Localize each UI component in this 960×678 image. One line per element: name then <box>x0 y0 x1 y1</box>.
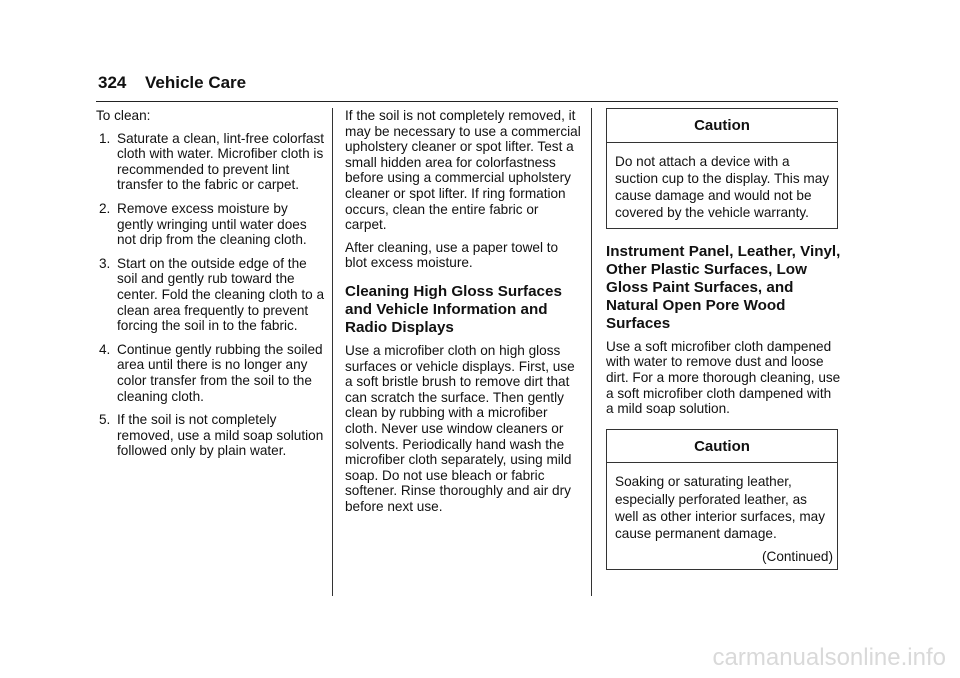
step-number: 3. <box>99 255 111 271</box>
list-item <box>96 412 326 459</box>
step-text: Start on the outside edge of the soil and gently rub toward the center. Fold the cleaning cloth to a clean area frequently to prevent forcing the soil in to the fabric. <box>117 255 325 334</box>
list-item <box>96 342 326 404</box>
paragraph: If the soil is not completely removed, it may be necessary to use a commercial upholstery cleaner or spot lifter. Test a small hidden area for colorfastness before using a commercial upholstery cleaner or spot lifter. If ring formation occurs, clean the entire fabric or carpet. <box>345 108 581 233</box>
paragraph: After cleaning, use a paper towel to blot excess moisture. <box>345 239 559 271</box>
page-title: Vehicle Care <box>145 73 247 92</box>
caution-box <box>606 429 838 570</box>
caution-box <box>606 108 838 229</box>
section-heading: Instrument Panel, Leather, Vinyl, Other Plastic Surfaces, Low Gloss Paint Surfaces, and Natural Open Pore Wood Surfaces <box>606 242 841 332</box>
column-2 <box>345 108 581 521</box>
page-number: 324 <box>98 73 127 92</box>
step-number: 5. <box>99 412 111 428</box>
caution-title: Caution <box>607 430 837 464</box>
step-text: Saturate a clean, lint-free colorfast cloth with water. Microfiber cloth is recommended to prevent lint transfer to the fabric or carpet. <box>117 130 325 193</box>
column-1 <box>96 108 326 467</box>
watermark: carmanualsonline.info <box>712 644 946 671</box>
cleaning-steps-list <box>96 131 326 459</box>
caution-text: Soaking or saturating leather, especially perforated leather, as well as other interior surfaces, may cause permanent damage. <box>615 474 826 542</box>
list-item <box>96 256 326 334</box>
list-item <box>96 131 326 193</box>
continued-label: (Continued) <box>761 548 833 564</box>
step-number: 1. <box>99 130 111 146</box>
intro-text: To clean: <box>96 108 151 123</box>
column-divider <box>332 108 333 596</box>
step-text: Remove excess moisture by gently wringing until water does not drip from the cleaning cloth. <box>117 200 307 248</box>
step-number: 2. <box>99 200 111 216</box>
paragraph: Use a microfiber cloth on high gloss surfaces or vehicle displays. First, use a soft bristle brush to remove dirt that can scratch the surface. Then gently clean by rubbing with a microfiber cloth. Never use window cleaners or solvents. Periodically hand wash the microfiber cloth separately, using mild soap. Do not use bleach or fabric softener. Rinse thoroughly and air dry before next use. <box>345 342 575 514</box>
step-text: Continue gently rubbing the soiled area until there is no longer any color transfer from the soil to the cleaning cloth. <box>117 341 323 404</box>
step-text: If the soil is not completely removed, use a mild soap solution followed only by plain water. <box>117 412 324 459</box>
step-number: 4. <box>99 341 111 357</box>
caution-title: Caution <box>607 109 837 143</box>
page-header <box>96 73 838 102</box>
section-heading: Cleaning High Gloss Surfaces and Vehicle Information and Radio Displays <box>345 282 562 336</box>
column-divider <box>591 108 592 596</box>
column-3 <box>606 108 842 570</box>
list-item <box>96 201 326 248</box>
paragraph: Use a soft microfiber cloth dampened with water to remove dust and loose dirt. For a more thorough cleaning, use a soft microfiber cloth dampened with a mild soap solution. <box>606 338 841 417</box>
caution-text: Do not attach a device with a suction cup to the display. This may cause damage and would not be covered by the vehicle warranty. <box>615 153 830 221</box>
